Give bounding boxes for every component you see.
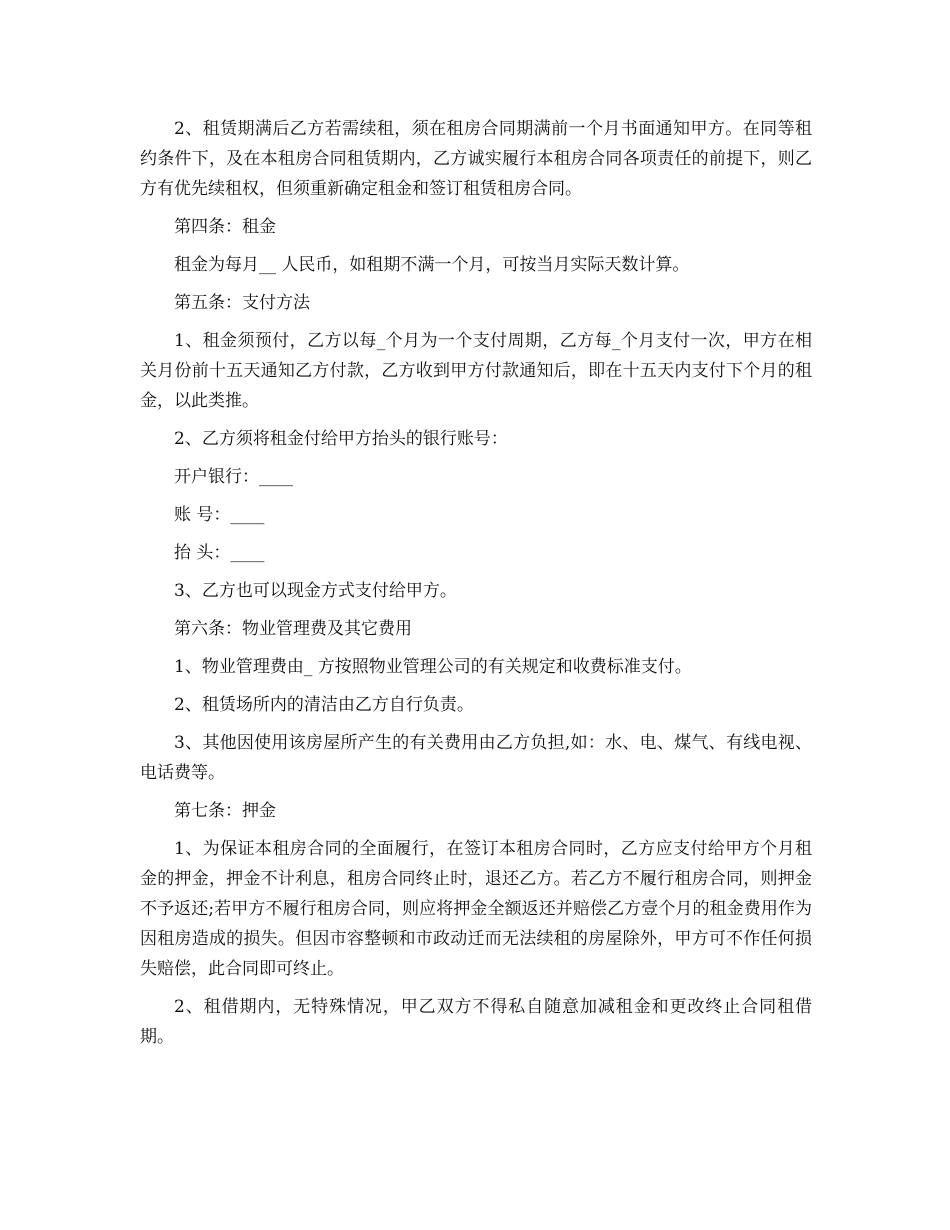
paragraph-cleaning: 2、租赁场所内的清洁由乙方自行负责。: [174, 695, 474, 715]
field-bank-name: 开户银行：____: [174, 467, 293, 487]
heading-article-6-fees: 第六条：物业管理费及其它费用: [174, 619, 412, 639]
paragraph-other-fees: 3、其他因使用该房屋所产生的有关费用由乙方负担,如：水、电、煤气、有线电视、电话费等。: [140, 733, 812, 783]
heading-article-7-deposit: 第七条：押金: [174, 801, 276, 821]
paragraph-rent-amount: 租金为每月__ 人民币，如租期不满一个月，可按当月实际天数计算。: [174, 255, 690, 275]
paragraph-deposit: 1、为保证本租房合同的全面履行，在签订本租房合同时，乙方应支付给甲方个月租金的押金，押金不计利息，租房合同终止时，退还乙方。若乙方不履行租房合同，则押金不予返还;若甲方不履行租房合同，则应将押金全额返还并赔偿乙方壹个月的租金费用作为因租房造成的损失。但因市容整顿和市政动迁而无法续租的房屋除外，甲方可不作任何损失赔偿，此合同即可终止。: [140, 839, 812, 979]
paragraph-renewal-clause: 2、租赁期满后乙方若需续租，须在租房合同期满前一个月书面通知甲方。在同等租约条件下，及在本租房合同租赁期内，乙方诚实履行本租房合同各项责任的前提下，则乙方有优先续租权，但须重新确定租金和签订租赁租房合同。: [140, 119, 812, 199]
paragraph-bank-account: 2、乙方须将租金付给甲方抬头的银行账号：: [174, 429, 508, 449]
heading-article-5-payment: 第五条：支付方法: [174, 293, 310, 313]
paragraph-prepayment: 1、租金须预付，乙方以每_个月为一个支付周期，乙方每_个月支付一次，甲方在相关月份前十五天通知乙方付款，乙方收到甲方付款通知后，即在十五天内支付下个月的租金，以此类推。: [140, 331, 812, 411]
heading-article-4-rent: 第四条：租金: [174, 217, 276, 237]
paragraph-cash-payment: 3、乙方也可以现金方式支付给甲方。: [174, 581, 457, 601]
field-account-number: 账 号：____: [174, 505, 265, 525]
paragraph-no-changes: 2、租借期内，无特殊情况，甲乙双方不得私自随意加减租金和更改终止合同租借期。: [140, 997, 812, 1047]
document-body: [140, 114, 812, 1060]
field-account-holder: 抬 头：____: [174, 543, 265, 563]
paragraph-property-fee: 1、物业管理费由_ 方按照物业管理公司的有关规定和收费标准支付。: [174, 657, 692, 677]
